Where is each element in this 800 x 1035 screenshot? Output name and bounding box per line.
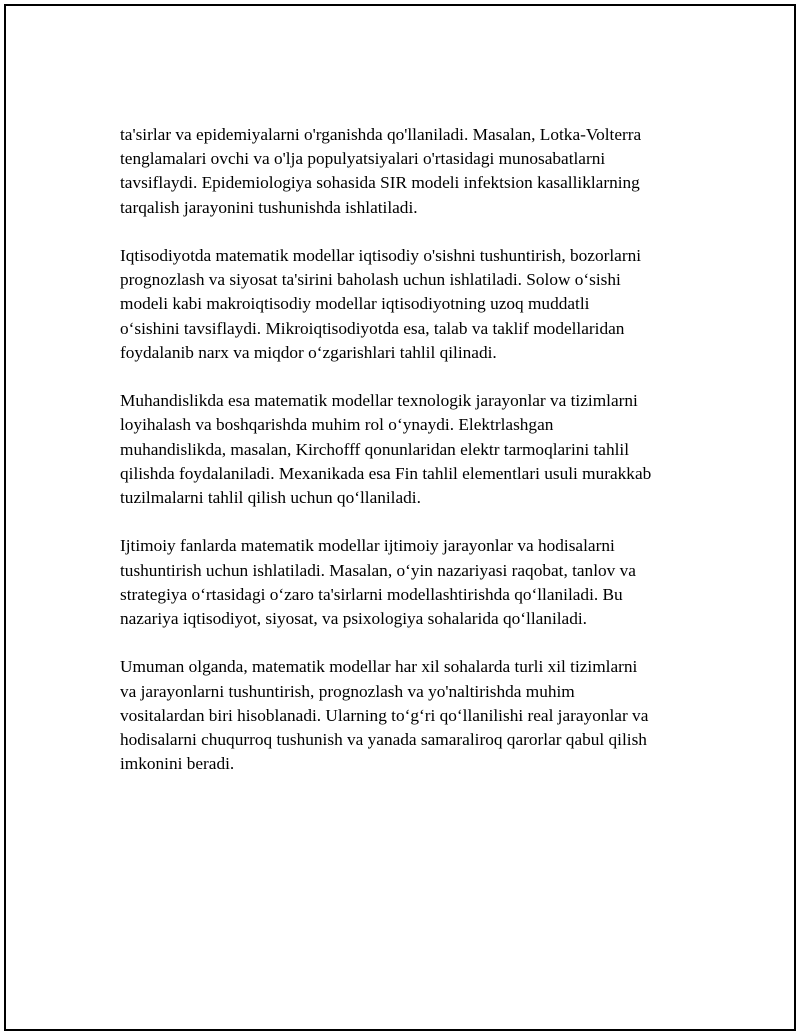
document-body bbox=[120, 123, 700, 801]
paragraph-social-sciences: Ijtimoiy fanlarda matematik modellar ijtimoiy jarayonlar va hodisalarni tushuntirish uchun ishlatiladi. Masalan, o‘yin nazariyasi raqobat, tanlov va strategiya o‘rtasidagi o‘zaro ta'sirlarni modellashtirishda qo‘llaniladi. Bu nazariya iqtisodiyot, siyosat, va psixologiya sohalarida qo‘llaniladi. bbox=[120, 536, 636, 629]
paragraph-biology: ta'sirlar va epidemiyalarni o'rganishda qo'llaniladi. Masalan, Lotka-Volterra tenglamalari ovchi va o'lja populyatsiyalari o'rtasidagi munosabatlarni tavsiflaydi. Epidemiologiya sohasida SIR modeli infektsion kasalliklarning tarqalish jarayonini tushunishda ishlatiladi. bbox=[120, 125, 642, 217]
document-page bbox=[4, 4, 796, 1031]
paragraph-engineering: Muhandislikda esa matematik modellar texnologik jarayonlar va tizimlarni loyihalash va boshqarishda muhim rol o‘ynaydi. Elektrlashgan muhandislikda, masalan, Kirchofff qonunlaridan elektr tarmoqlarini tahlil qilishda foydalaniladi. Mexanikada esa Fin tahlil elementlari usuli murakkab tuzilmalarni tahlil qilish uchun qo‘llaniladi. bbox=[120, 391, 652, 508]
paragraph-conclusion: Umuman olganda, matematik modellar har xil sohalarda turli xil tizimlarni va jarayonlarni tushuntirish, prognozlash va yo'naltirishda muhim vositalardan biri hisoblanadi. Ularning to‘g‘ri qo‘llanilishi real jarayonlar va hodisalarni chuqurroq tushunish va yanada samaraliroq qarorlar qabul qilish imkonini beradi. bbox=[120, 657, 649, 774]
paragraph-economics: Iqtisodiyotda matematik modellar iqtisodiy o'sishni tushuntirish, bozorlarni prognozlash va siyosat ta'sirini baholash uchun ishlatiladi. Solow o‘sishi modeli kabi makroiqtisodiy modellar iqtisodiyotning uzoq muddatli o‘sishini tavsiflaydi. Mikroiqtisodiyotda esa, talab va taklif modellaridan foydalanib narx va miqdor o‘zgarishlari tahlil qilinadi. bbox=[120, 246, 642, 362]
